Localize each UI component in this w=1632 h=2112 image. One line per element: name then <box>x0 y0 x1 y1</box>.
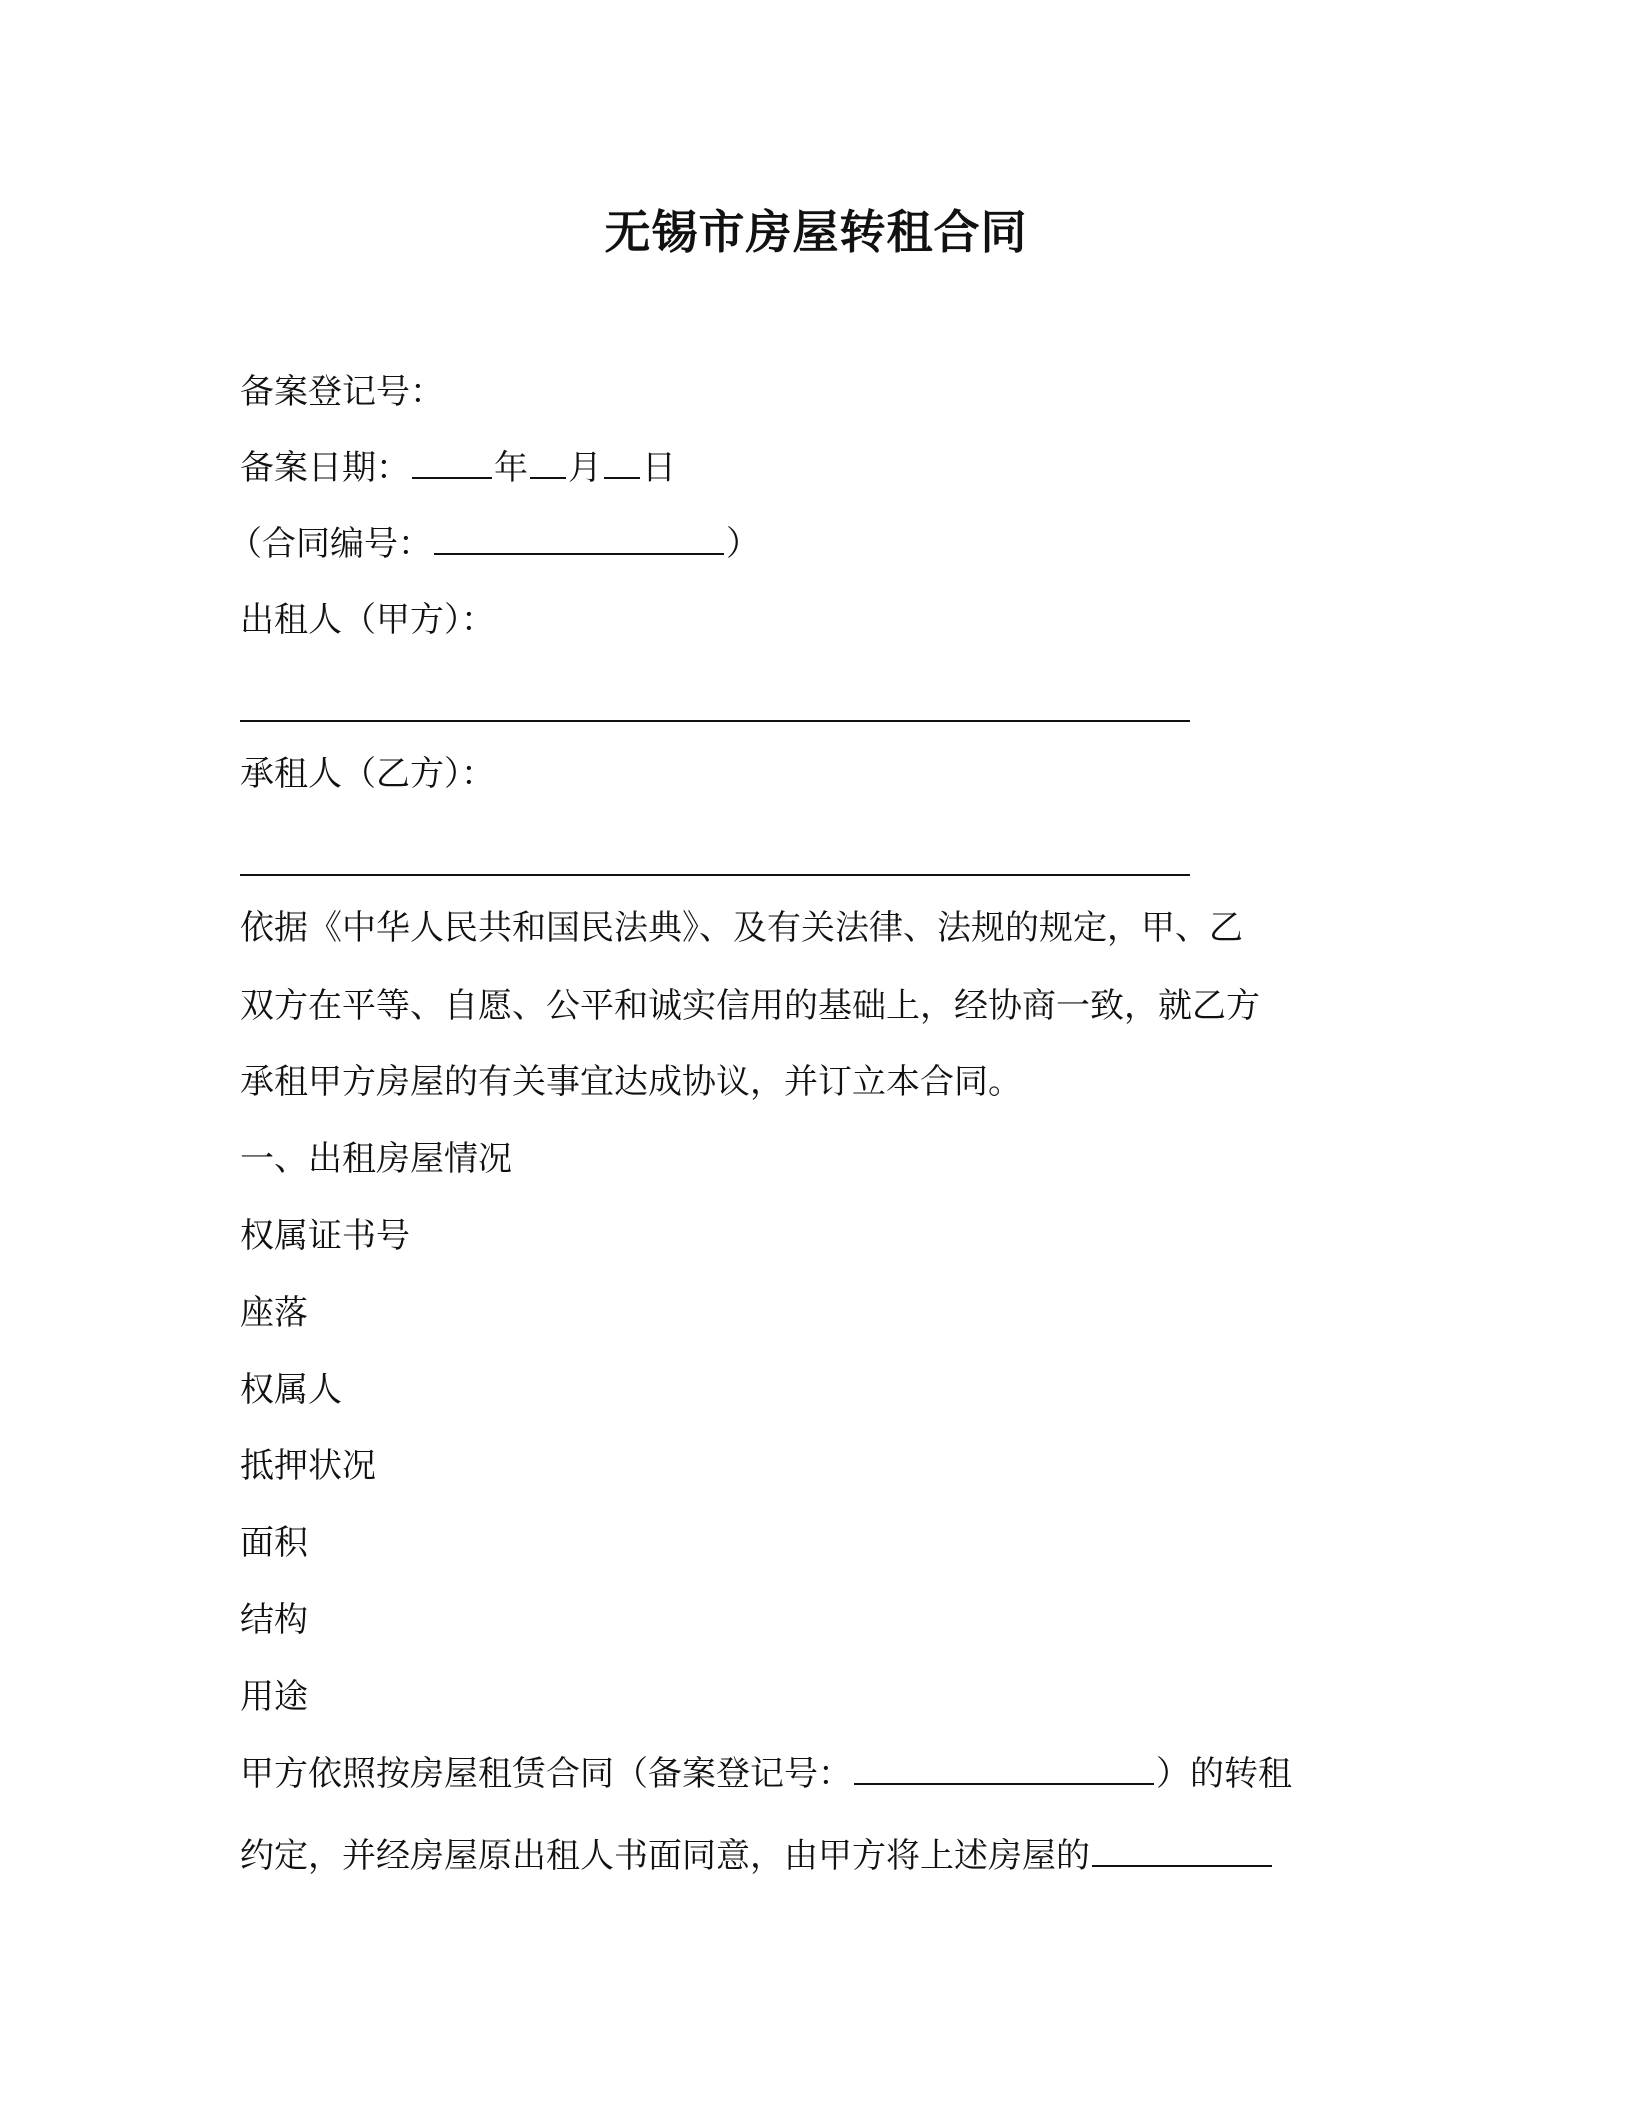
record-number-line <box>240 370 444 414</box>
preamble-line-3: 承租甲方房屋的有关事宜达成协议，并订立本合同。 <box>240 1062 1022 1102</box>
document-title: 无锡市房屋转租合同 <box>604 205 1028 259</box>
record-date-line <box>240 446 676 490</box>
month-blank[interactable] <box>530 447 566 479</box>
sublease-line-2 <box>240 1834 1274 1878</box>
day-label: 日 <box>642 448 676 488</box>
day-blank[interactable] <box>604 447 640 479</box>
year-blank[interactable] <box>412 447 492 479</box>
preamble-line-1: 依据《中华人民共和国民法典》、及有关法律、法规的规定，甲、乙 <box>240 908 1243 948</box>
field-structure: 结构 <box>240 1600 308 1640</box>
month-label: 月 <box>568 448 602 488</box>
field-mortgage-status: 抵押状况 <box>240 1446 376 1486</box>
original-record-number-blank[interactable] <box>854 1753 1154 1785</box>
lessee-label: 承租人（乙方）： <box>240 754 495 794</box>
sublease-text-b: ）的转租 <box>1156 1754 1292 1794</box>
sublease-text-a: 甲方依照按房屋租赁合同（备案登记号： <box>240 1754 852 1794</box>
lessee-line <box>240 752 495 796</box>
field-usage: 用途 <box>240 1677 308 1717</box>
section-heading: 一、出租房屋情况 <box>240 1139 512 1179</box>
year-label: 年 <box>494 448 528 488</box>
contract-number-blank[interactable] <box>434 523 724 555</box>
sublease-portion-blank[interactable] <box>1092 1835 1272 1867</box>
contract-number-close: ） <box>726 524 760 564</box>
sublease-text-c: 约定，并经房屋原出租人书面同意，由甲方将上述房屋的 <box>240 1836 1090 1876</box>
record-date-label: 备案日期： <box>240 448 410 488</box>
field-owner: 权属人 <box>240 1370 342 1410</box>
contract-number-label: （合同编号： <box>228 524 432 564</box>
lessor-line <box>240 598 495 642</box>
sublease-line-1 <box>240 1752 1292 1796</box>
field-certificate-number: 权属证书号 <box>240 1216 410 1256</box>
lessor-name-blank[interactable] <box>240 720 1190 722</box>
contract-number-line <box>228 522 760 566</box>
record-number-label: 备案登记号： <box>240 372 444 412</box>
field-location: 座落 <box>240 1293 308 1333</box>
field-area: 面积 <box>240 1523 308 1563</box>
lessee-name-blank[interactable] <box>240 874 1190 876</box>
lessor-label: 出租人（甲方）： <box>240 600 495 640</box>
preamble-line-2: 双方在平等、自愿、公平和诚实信用的基础上，经协商一致，就乙方 <box>240 986 1260 1026</box>
